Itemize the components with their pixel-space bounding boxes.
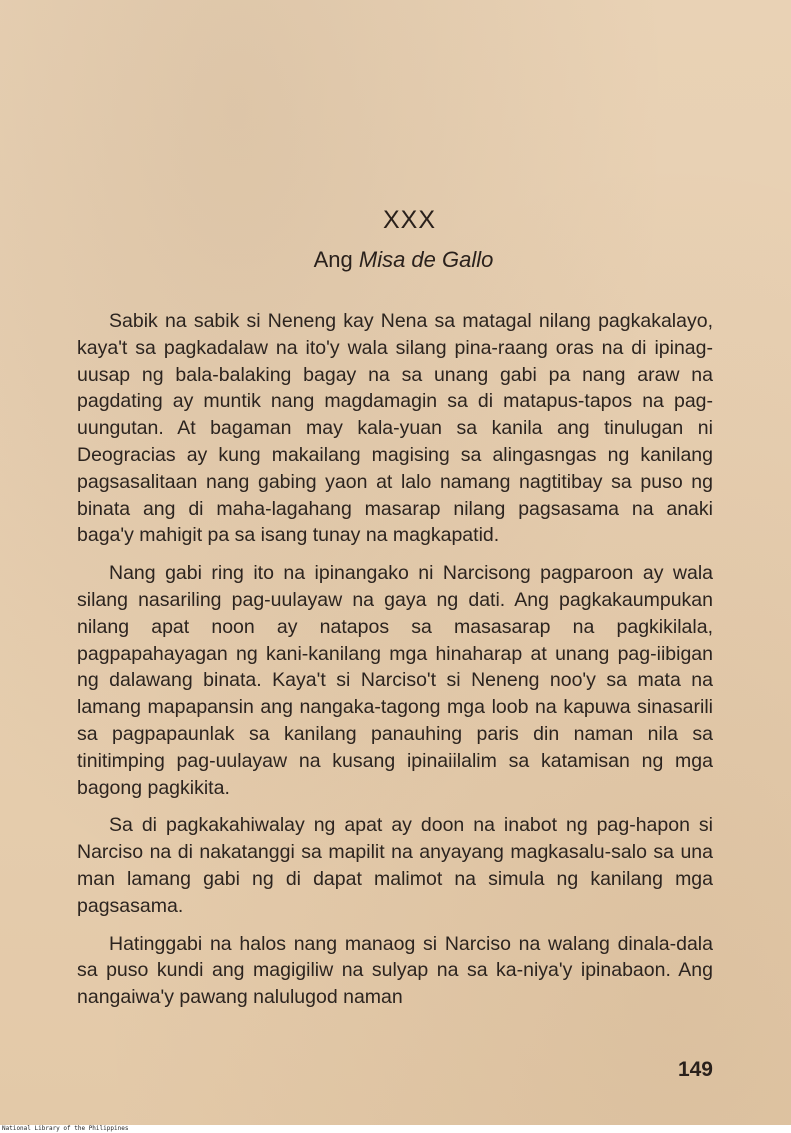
paragraph-4: Hatinggabi na halos nang manaog si Narciso na walang dinala-dala sa puso kundi ang magigiliw na sulyap na sa ka-niya'y ipinabaon. Ang nangaiwa'y pawang nalulugod naman xyxy=(77,932,713,1009)
chapter-title-prefix: Ang xyxy=(313,247,359,272)
paragraph-2: Nang gabi ring ito na ipinangako ni Narcisong pagparoon ay wala silang nasariling pag-uulayaw na gaya ng dati. Ang pagkakaumpukan nilang apat noon ay natapos sa masasarap na pagkikilala, pagpapahayagan ng kani-kanilang mga hinaharap at unang pag-iibigan ng dalawang binata. Kaya't si Narciso't si Neneng noo'y sa mata na lamang mapapansin ang nangaka-tagong mga loob na kapuwa sinasarili sa pagpapaunlak sa kanilang panauhing paris din naman nila sa tinitimping pag-uulayaw na kusang ipinaiilalim sa katamisan ng mga bagong pagkikita. xyxy=(77,562,713,799)
body-text xyxy=(77,308,713,1022)
chapter-title-italic: Misa de Gallo xyxy=(358,247,494,272)
page-number: 149 xyxy=(677,1058,713,1081)
paragraph-1: Sabik na sabik si Neneng kay Nena sa matagal nilang pagkakalayo, kaya't sa pagkadalaw na ito'y wala silang pina-raang oras na di ipinag-uusap ng bala-balaking bagay na sa unang gabi pa nang araw na pagdating ay muntik nang magdamagin sa di matapus-tapos na pag-uungutan. At bagaman may kala-yuan sa kanila ang tinulugan ni Deogracias ay kung makailang magising sa alingasngas ng kanilang pagsasalitaan nang gabing yaon at lalo namang nagtitibay sa puso ng binata ang di maha-lagahang masarap nilang pagsasama na anaki baga'y mahigit pa sa isang tunay na magkapatid. xyxy=(77,310,713,547)
footer-strip xyxy=(0,1125,791,1133)
chapter-number: XXX xyxy=(382,206,437,234)
chapter-title xyxy=(0,247,791,273)
footer-credit: National Library of the Philippines xyxy=(2,1125,129,1132)
paragraph-3: Sa di pagkakahiwalay ng apat ay doon na inabot ng pag-hapon si Narciso na di nakatanggi sa mapilit na anyayang magkasalu-salo sa una man lamang gabi ng di dapat malimot na simula ng kanilang mga pagsasama. xyxy=(77,814,713,917)
